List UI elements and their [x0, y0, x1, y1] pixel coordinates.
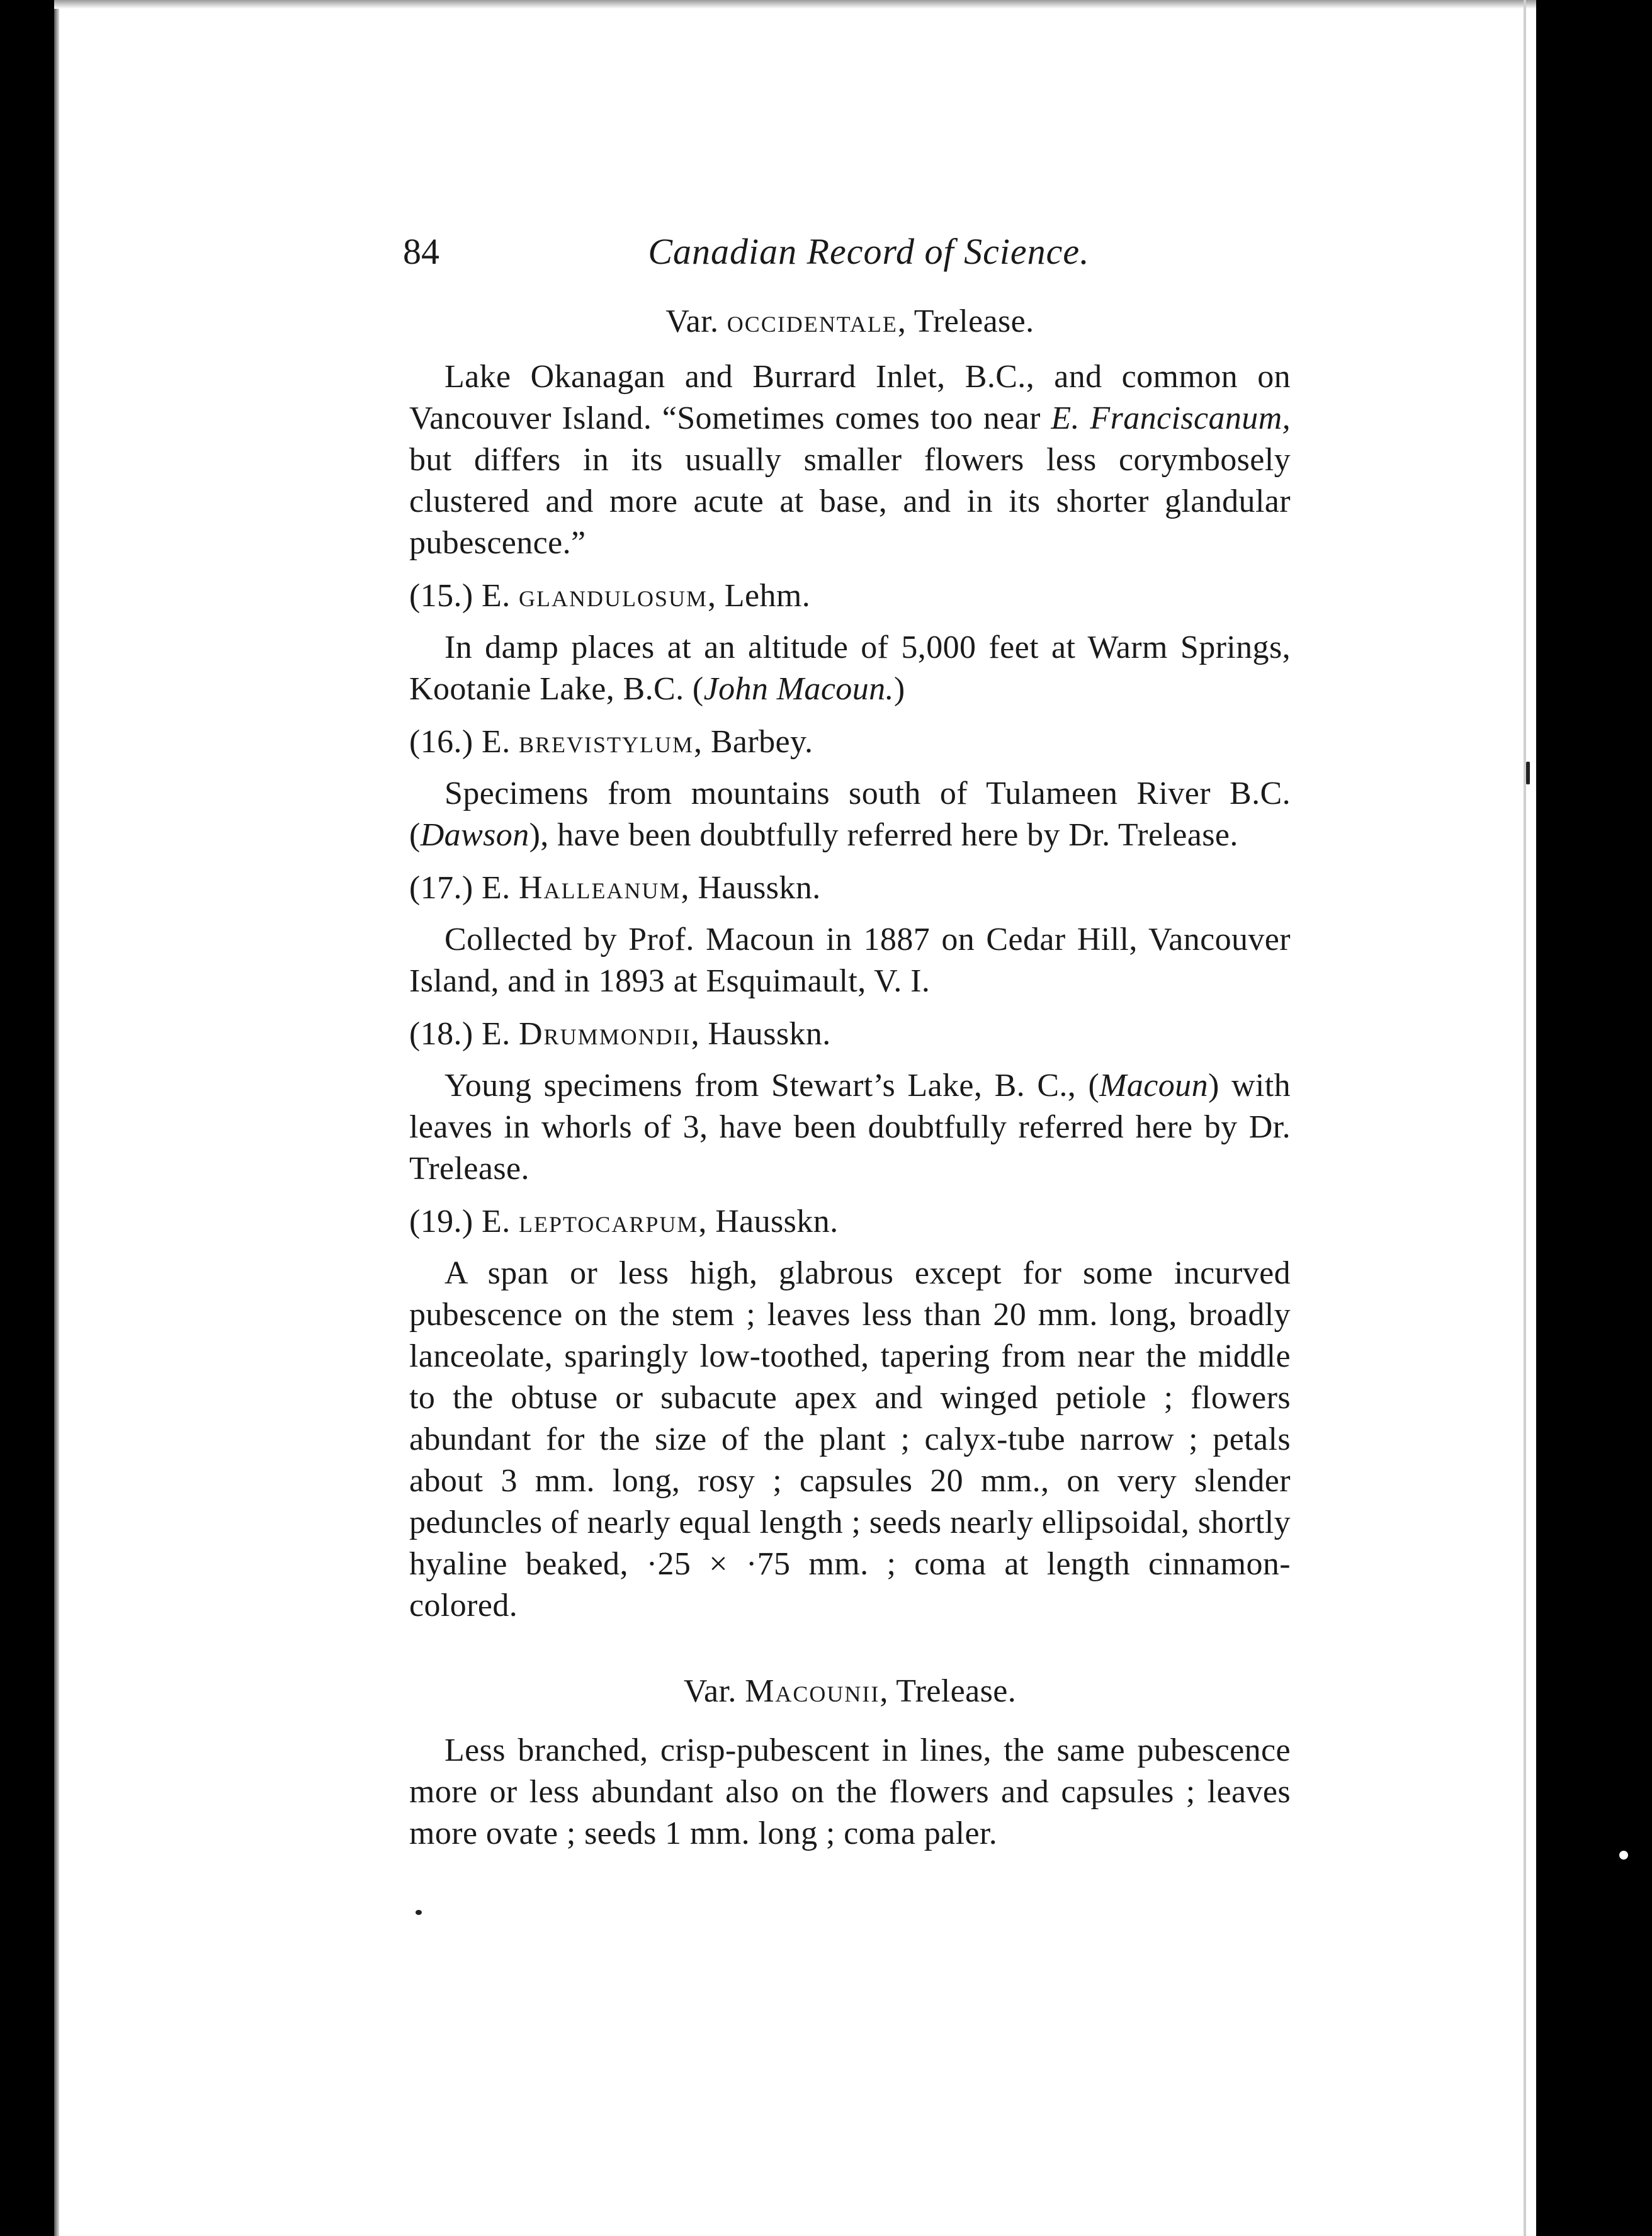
species-name: Halleanum	[519, 870, 681, 906]
paragraph-text: ) with leaves in whorls of 3, have been doubtfully referred here by Dr. Trelease.	[409, 1068, 1291, 1187]
scan-right-border	[1536, 0, 1652, 2236]
species-authority: , Hausskn.	[698, 1204, 839, 1239]
paragraph-15	[409, 627, 1291, 710]
page-header	[403, 227, 1297, 277]
paragraph-italic: John Macoun.	[703, 671, 894, 707]
species-heading-15	[409, 575, 1291, 617]
paragraph-17	[409, 919, 1291, 1002]
variety-name: Macounii	[745, 1673, 880, 1709]
scan-left-fold-shadow	[54, 0, 59, 2236]
scan-right-fold-line	[1524, 0, 1526, 2236]
species-heading-19	[409, 1201, 1291, 1243]
paragraph-19	[409, 1253, 1291, 1627]
species-name: glandulosum	[519, 578, 708, 614]
paragraph-text: Lake Okanagan and Burrard Inlet, B.C., and common on Vancouver Island. “Sometimes comes too near	[409, 359, 1291, 436]
species-authority: , Lehm.	[708, 578, 811, 614]
paragraph-text: but differs in its usually smaller flowers less corymbosely clustered and more acute at base, and in its shorter glandular pubescence.”	[409, 442, 1291, 561]
paragraph-italic: E. Franciscanum,	[1051, 400, 1291, 436]
paragraph-italic: Macoun	[1099, 1068, 1208, 1104]
variety-authority: , Trelease.	[880, 1673, 1017, 1709]
page-number: 84	[403, 231, 439, 272]
variety-prefix: Var.	[683, 1673, 737, 1709]
variety-heading-occidentale	[409, 301, 1291, 342]
paragraph-text: Young specimens from Stewart’s Lake, B. C., (	[444, 1068, 1100, 1104]
running-title: Canadian Record of Science.	[648, 231, 1090, 272]
species-authority: , Hausskn.	[681, 870, 821, 906]
species-number: (17.) E.	[409, 870, 519, 906]
variety-prefix: Var.	[665, 303, 719, 339]
paragraph-macounii	[409, 1730, 1291, 1855]
species-heading-18	[409, 1014, 1291, 1055]
text-body	[409, 296, 1291, 1866]
paragraph-16	[409, 773, 1291, 856]
species-name: Drummondii	[519, 1016, 691, 1052]
variety-name: occidentale	[727, 303, 898, 339]
paragraph-text: Less branched, crisp-pubescent in lines, the same pubescence more or less abundant also on the flowers and capsules ; leaves more ovate ; seeds 1 mm. long ; coma paler.	[409, 1732, 1291, 1851]
species-heading-17	[409, 867, 1291, 909]
paragraph-occidentale	[409, 356, 1291, 564]
paragraph-text: )	[893, 671, 905, 707]
paragraph-text: Collected by Prof. Macoun in 1887 on Cedar Hill, Vancouver Island, and in 1893 at Esquimault, V. I.	[409, 922, 1291, 999]
species-number: (18.) E.	[409, 1016, 519, 1052]
paragraph-text: ), have been doubtfully referred here by Dr. Trelease.	[529, 817, 1238, 853]
dust-speck	[416, 1910, 422, 1915]
species-number: (15.) E.	[409, 578, 519, 614]
scan-left-border	[0, 0, 54, 2236]
dust-speck	[1526, 762, 1530, 784]
species-number: (16.) E.	[409, 724, 519, 760]
paragraph-text: A span or less high, glabrous except for some incurved pubescence on the stem ; leaves less than 20 mm. long, broadly lanceolate, sparingly low-toothed, tapering from near the middle to the obtuse or subacute apex and winged petiole ; flowers abundant for the size of the plant ; calyx-tube narrow ; petals about 3 mm. long, rosy ; capsules 20 mm., on very slender peduncles of nearly equal length ; seeds nearly ellipsoidal, shortly hyaline beaked, ·25 × ·75 mm. ; coma at length cinnamon-colored.	[409, 1255, 1291, 1623]
paragraph-text: Specimens from mountains south of Tulameen River B.C. (	[409, 776, 1291, 853]
species-number: (19.) E.	[409, 1204, 519, 1239]
scan-top-shadow	[54, 0, 1652, 9]
paragraph-18	[409, 1065, 1291, 1190]
dust-speck	[1619, 1851, 1628, 1860]
paragraph-italic: Dawson	[420, 817, 529, 853]
paragraph-text: In damp places at an altitude of 5,000 feet at Warm Springs, Kootanie Lake, B.C. (	[409, 630, 1291, 707]
variety-authority: , Trelease.	[897, 303, 1034, 339]
species-heading-16	[409, 721, 1291, 763]
species-name: leptocarpum	[519, 1204, 699, 1239]
species-name: brevistylum	[519, 724, 694, 760]
variety-heading-macounii	[409, 1671, 1291, 1712]
species-authority: , Barbey.	[694, 724, 813, 760]
species-authority: , Hausskn.	[691, 1016, 831, 1052]
